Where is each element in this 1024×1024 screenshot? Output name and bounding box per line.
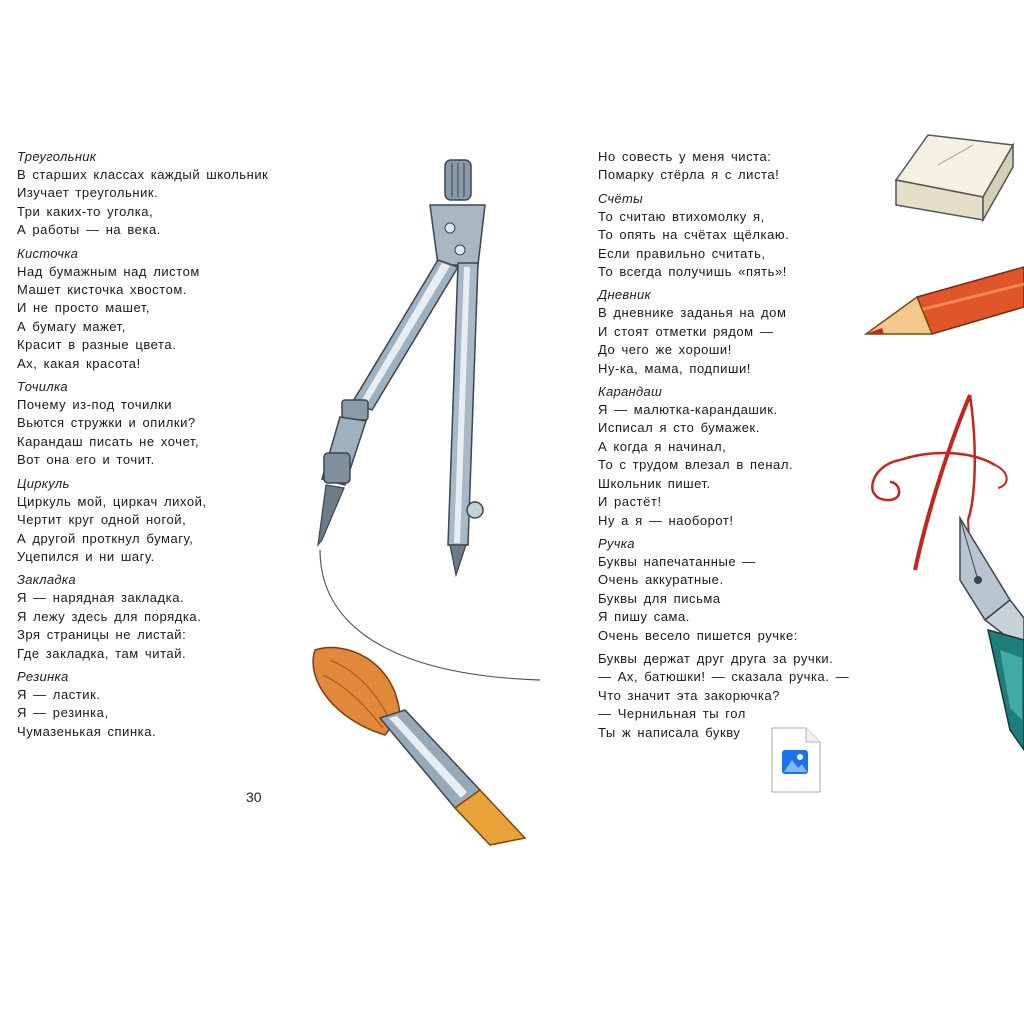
poem-line: Я лежу здесь для порядка. xyxy=(17,608,202,624)
poem-title: Счёты xyxy=(598,190,643,206)
poem-line: Помарку стёрла я с листа! xyxy=(598,167,780,183)
poem-line: Буквы для письма xyxy=(598,590,721,606)
poem xyxy=(17,571,337,663)
poem-line: Но совесть у меня чиста: xyxy=(598,149,772,164)
poem xyxy=(598,650,898,742)
poem-line: То опять на счётах щёлкаю. xyxy=(598,227,790,243)
poem-title: Треугольник xyxy=(17,149,97,164)
poem-line: — Ах, батюшки! — сказала ручка. — xyxy=(598,669,850,685)
fountain-pen-illustration xyxy=(860,390,1024,770)
poem-line: В дневнике заданья на дом xyxy=(598,305,787,321)
poem-line: Зря страницы не листай: xyxy=(17,627,187,643)
brush-illustration xyxy=(305,640,535,850)
poem-line: Почему из-под точилки xyxy=(17,397,173,413)
poem-line: — Чернильная ты гол xyxy=(598,706,746,722)
poem-line: То считаю втихомолку я, xyxy=(598,208,765,224)
poem-line: Ты ж написала букву xyxy=(598,724,741,740)
poem-line: Ах, какая красота! xyxy=(17,355,141,371)
poem xyxy=(598,383,898,530)
poem xyxy=(17,475,337,567)
poem-title: Дневник xyxy=(598,287,651,303)
image-file-icon xyxy=(770,726,822,794)
pencil-illustration xyxy=(862,262,1024,340)
poem-title: Ручка xyxy=(598,535,635,551)
poem-line: Уцепился и ни шагу. xyxy=(17,548,155,564)
poem-line: Циркуль мой, циркач лихой, xyxy=(17,493,207,509)
poem-line: До чего же хороши! xyxy=(598,342,732,358)
poem xyxy=(17,378,337,470)
poem-title: Кисточка xyxy=(17,245,79,261)
poem xyxy=(17,245,337,373)
poem-line: Ну а я — наоборот! xyxy=(598,512,734,528)
poem xyxy=(17,148,337,240)
poem-line: Я — резинка, xyxy=(17,705,109,721)
poem-line: Я — малютка-карандашик. xyxy=(598,402,778,418)
poem-line: Исписал я сто бумажек. xyxy=(598,420,760,436)
poem xyxy=(17,668,337,741)
poem-line: Вот она его и точит. xyxy=(17,452,155,468)
poem-line: А бумагу мажет, xyxy=(17,318,126,334)
poem xyxy=(598,286,898,378)
poem-line: Чертит круг одной ногой, xyxy=(17,512,187,528)
page-number: 30 xyxy=(246,789,262,805)
poem-line: А другой проткнул бумагу, xyxy=(17,530,194,546)
poem-line: Очень весело пишется ручке: xyxy=(598,627,798,643)
poem-line: Что значит эта закорючка? xyxy=(598,687,780,703)
poem-line: И растёт! xyxy=(598,494,662,510)
poem-line: Буквы держат друг друга за ручки. xyxy=(598,650,834,666)
poem-line: Очень аккуратные. xyxy=(598,572,724,588)
poem-line: И стоят отметки рядом — xyxy=(598,323,774,339)
poem-title: Закладка xyxy=(17,572,76,588)
poem-line: Я пишу сама. xyxy=(598,609,690,625)
poem-line: Вьются стружки и опилки? xyxy=(17,415,196,431)
poem-line: Изучает треугольник. xyxy=(17,185,159,201)
eraser-illustration xyxy=(888,125,1024,225)
left-column xyxy=(17,148,337,746)
compass-illustration xyxy=(300,155,550,685)
poem-title: Резинка xyxy=(17,668,69,684)
poem xyxy=(598,148,898,185)
poem-line: Я — нарядная закладка. xyxy=(17,590,185,606)
poem-line: Если правильно считать, xyxy=(598,245,766,261)
poem-line: Я — ластик. xyxy=(17,686,101,702)
poem-line: То всегда получишь «пять»! xyxy=(598,264,787,280)
poem-line: А работы — на века. xyxy=(17,222,161,238)
poem-line: А когда я начинал, xyxy=(598,438,727,454)
poem-line: В старших классах каждый школьник xyxy=(17,167,269,182)
poem xyxy=(598,190,898,282)
poem-line: То с трудом влезал в пенал. xyxy=(598,457,794,473)
poem-line: Красит в разные цвета. xyxy=(17,337,177,353)
poem-line: Над бумажным над листом xyxy=(17,263,200,279)
poem-line: Три каких-то уголка, xyxy=(17,203,154,219)
poem-line: Карандаш писать не хочет, xyxy=(17,433,200,449)
poem-line: Ну-ка, мама, подпиши! xyxy=(598,360,751,376)
poem-line: Где закладка, там читай. xyxy=(17,645,187,661)
poem-line: Чумазенькая спинка. xyxy=(17,723,157,739)
poem-line: Буквы напечатанные — xyxy=(598,553,756,569)
poem-line: Школьник пишет. xyxy=(598,475,711,491)
poem-title: Точилка xyxy=(17,379,68,395)
poem xyxy=(598,535,898,645)
poem-line: И не просто машет, xyxy=(17,300,151,316)
poem-title: Карандаш xyxy=(598,384,663,400)
right-column xyxy=(598,148,898,747)
poem-line: Машет кисточка хвостом. xyxy=(17,282,188,298)
poem-title: Циркуль xyxy=(17,475,70,491)
